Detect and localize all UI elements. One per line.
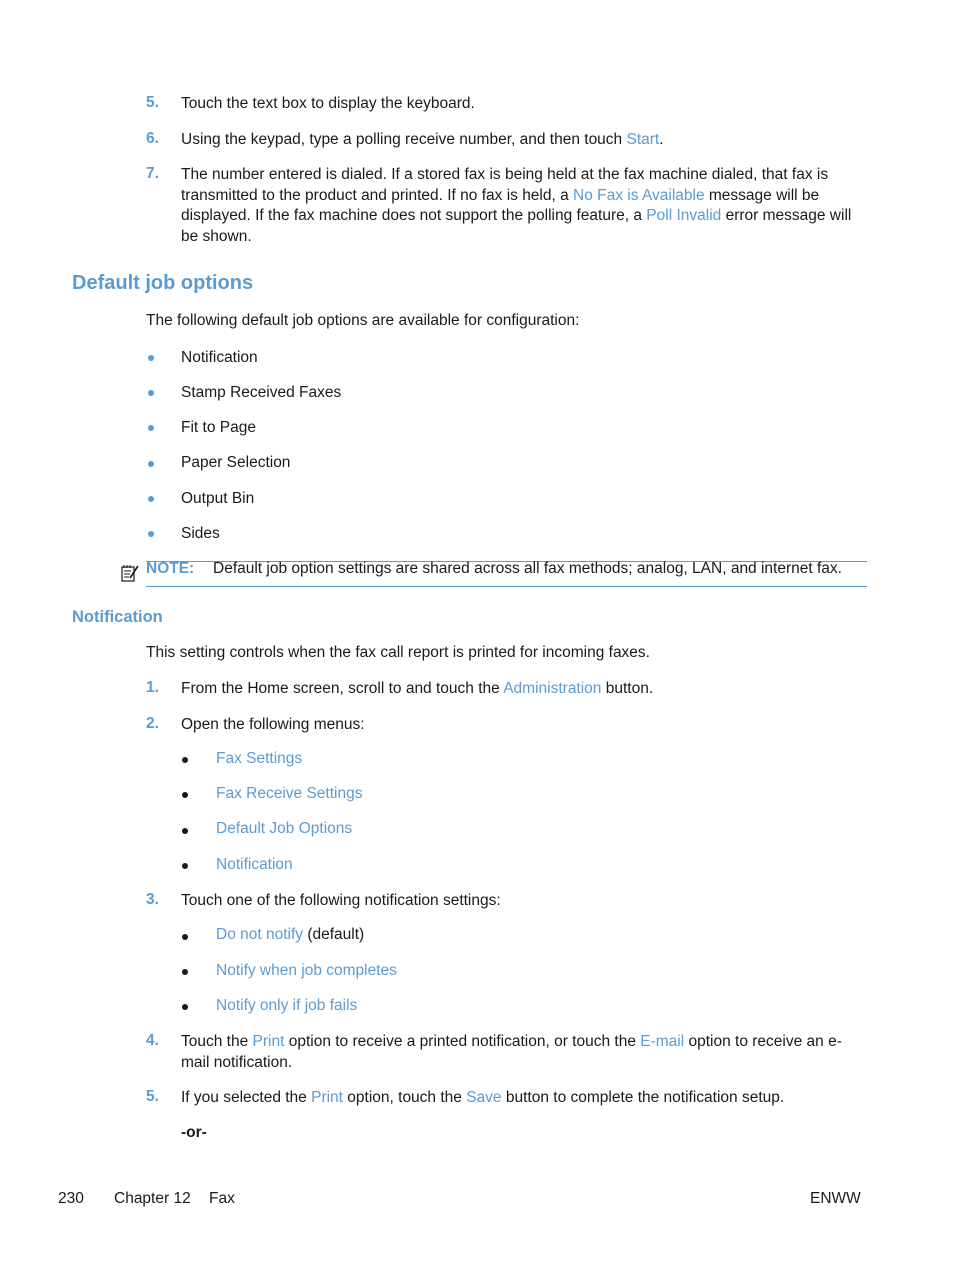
section-title: Default job options bbox=[72, 272, 254, 294]
menu-fax-settings-link[interactable]: Fax Settings bbox=[216, 750, 303, 767]
no-fax-available-link[interactable]: No Fax is Available bbox=[573, 186, 705, 204]
step-text: Using the keypad, type a polling receive number, and then touch Start. bbox=[181, 131, 664, 148]
notify-when-job-completes-link[interactable]: Notify when job completes bbox=[216, 962, 397, 979]
email-link[interactable]: E-mail bbox=[640, 1033, 685, 1050]
bullet bbox=[182, 792, 188, 798]
step-text: Touch the text box to display the keyboard. bbox=[181, 95, 475, 112]
print-link[interactable]: Print bbox=[252, 1033, 285, 1050]
subsection-title: Notification bbox=[72, 608, 163, 626]
step-number: 1. bbox=[146, 679, 159, 696]
menu-notification-link[interactable]: Notification bbox=[216, 856, 293, 873]
bullet bbox=[182, 863, 188, 869]
bullet bbox=[148, 531, 154, 537]
step-text: The number entered is dialed. If a stored fax is being held at the fax machine dialed, that fax is transmitted to the product and printed. If no fax is held, a No Fax is Available message will be displayed. If the fax machine does not support the polling feature, a Poll Invalid error message will be shown. bbox=[181, 166, 852, 245]
step-text: Open the following menus: bbox=[181, 716, 365, 733]
note-label: NOTE: bbox=[146, 560, 195, 577]
step-number: 6. bbox=[146, 130, 159, 147]
step-number: 5. bbox=[146, 1088, 159, 1105]
print-link[interactable]: Print bbox=[311, 1089, 343, 1106]
list-item: Notification bbox=[181, 349, 258, 366]
step-text: From the Home screen, scroll to and touch the Administration button. bbox=[181, 680, 654, 697]
notify-only-if-job-fails-link[interactable]: Notify only if job fails bbox=[216, 997, 358, 1014]
chapter-title: Fax bbox=[209, 1190, 235, 1207]
note-text: Default job option settings are shared across all fax methods; analog, LAN, and internet fax. bbox=[213, 560, 842, 577]
save-link[interactable]: Save bbox=[466, 1089, 502, 1106]
menu-default-job-options-link[interactable]: Default Job Options bbox=[216, 820, 353, 837]
list-item: Stamp Received Faxes bbox=[181, 384, 342, 401]
step-number: 5. bbox=[146, 94, 159, 111]
bullet bbox=[148, 496, 154, 502]
bullet bbox=[182, 1004, 188, 1010]
step-number: 2. bbox=[146, 715, 159, 732]
bullet bbox=[182, 934, 188, 940]
step-text: Touch the Print option to receive a printed notification, or touch the E-mail option to receive an e- mail notification. bbox=[181, 1033, 842, 1071]
note-pad-icon bbox=[120, 563, 140, 588]
footer-right: ENWW bbox=[810, 1190, 861, 1207]
step-number: 3. bbox=[146, 891, 159, 908]
list-item: Paper Selection bbox=[181, 454, 291, 471]
list-item: Sides bbox=[181, 525, 220, 542]
poll-invalid-link[interactable]: Poll Invalid bbox=[646, 207, 722, 224]
do-not-notify-link[interactable]: Do not notify bbox=[216, 926, 304, 943]
bullet bbox=[182, 828, 188, 834]
bullet bbox=[148, 461, 154, 467]
section-intro: The following default job options are available for configuration: bbox=[146, 312, 580, 329]
step-number: 4. bbox=[146, 1032, 159, 1049]
note-bottom-rule bbox=[146, 586, 867, 587]
page-number: 230 bbox=[58, 1190, 84, 1207]
bullet bbox=[148, 390, 154, 396]
or-separator: -or- bbox=[181, 1124, 207, 1141]
list-item: Output Bin bbox=[181, 490, 255, 507]
step-number: 7. bbox=[146, 165, 159, 182]
step-text: If you selected the Print option, touch the Save button to complete the notification setup. bbox=[181, 1089, 785, 1106]
administration-link[interactable]: Administration bbox=[503, 680, 602, 697]
step-text: Touch one of the following notification settings: bbox=[181, 892, 501, 909]
bullet bbox=[148, 425, 154, 431]
subsection-intro: This setting controls when the fax call report is printed for incoming faxes. bbox=[146, 644, 650, 661]
chapter-label: Chapter 12 bbox=[114, 1190, 191, 1207]
start-link[interactable]: Start bbox=[626, 131, 660, 148]
bullet bbox=[148, 355, 154, 361]
list-item: Do not notify (default) bbox=[216, 926, 365, 943]
list-item: Fit to Page bbox=[181, 419, 256, 436]
menu-fax-receive-settings-link[interactable]: Fax Receive Settings bbox=[216, 785, 363, 802]
bullet bbox=[182, 757, 188, 763]
bullet bbox=[182, 969, 188, 975]
